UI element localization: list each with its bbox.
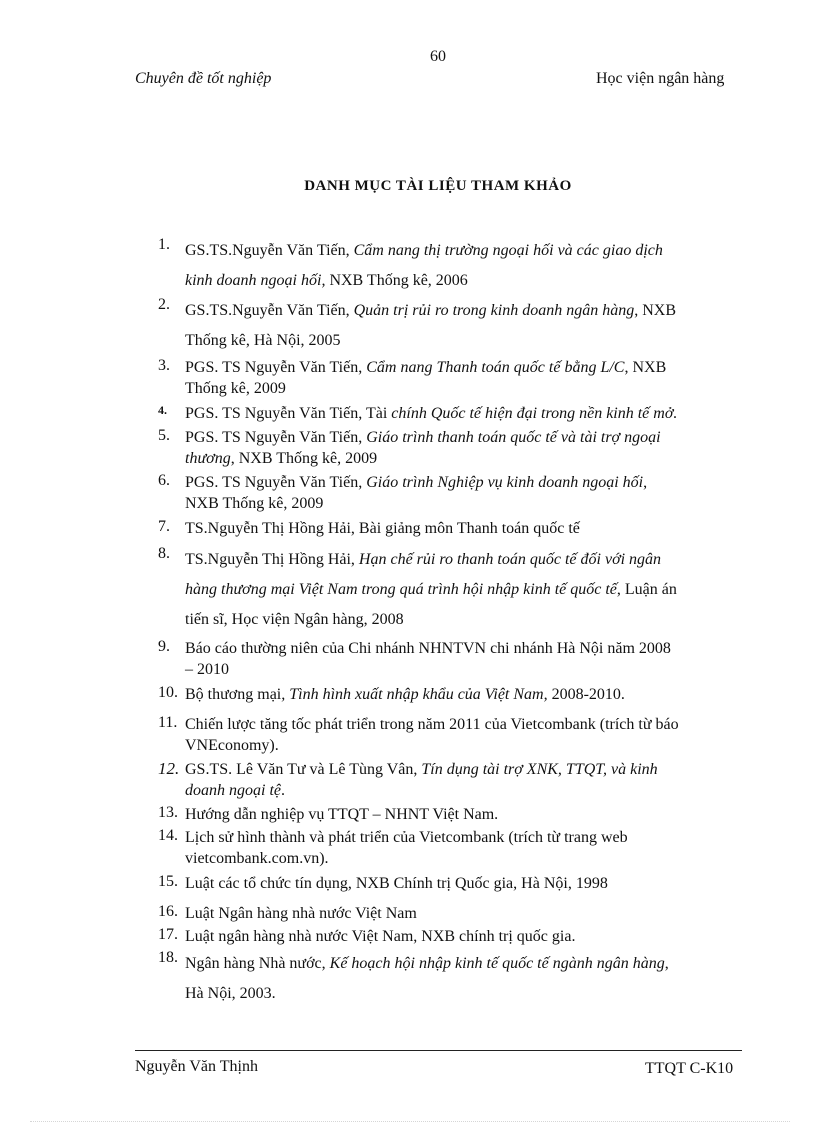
reference-segment: Thống kê, Hà Nội, 2005 xyxy=(185,332,341,349)
reference-item xyxy=(158,759,743,801)
reference-item xyxy=(158,236,743,296)
reference-number: 4. xyxy=(158,403,167,417)
reference-segment: TS.Nguyễn Thị Hồng Hải, xyxy=(185,551,359,568)
reference-line xyxy=(185,403,743,424)
reference-segment: hàng thương mại Việt Nam trong quá trình hội nhập kinh tế quốc tế xyxy=(185,581,617,598)
reference-text xyxy=(185,759,743,801)
reference-item xyxy=(158,714,743,756)
reference-segment: Thống kê, 2009 xyxy=(185,380,286,397)
reference-segment: – 2010 xyxy=(185,661,229,678)
reference-segment: PGS. TS Nguyễn Văn Tiến, xyxy=(185,359,367,376)
reference-segment: Báo cáo thường niên của Chi nhánh NHNTVN chi nhánh Hà Nội năm 2008 xyxy=(185,640,671,657)
reference-segment: Hướng dẫn nghiệp vụ TTQT – NHNT Việt Nam. xyxy=(185,806,499,823)
page-number: 60 xyxy=(430,48,446,65)
reference-segment: GS.TS. Lê Văn Tư và Lê Tùng Vân, xyxy=(185,761,422,778)
reference-text xyxy=(185,472,743,514)
reference-number: 13. xyxy=(158,804,178,821)
reference-number: 16. xyxy=(158,903,178,920)
reference-line xyxy=(185,759,743,780)
reference-segment: , Tình hình xuất nhập khẩu của Việt Nam, xyxy=(281,686,548,703)
reference-segment: GS.TS.Nguyễn Văn Tiến, xyxy=(185,242,354,259)
reference-segment: . xyxy=(281,782,285,799)
reference-line xyxy=(185,949,743,979)
reference-line xyxy=(185,684,743,705)
reference-number: 6. xyxy=(158,472,170,489)
reference-line xyxy=(185,638,743,659)
reference-segment: Kế hoạch hội nhập kinh tế quốc tế ngành ngân hàng xyxy=(329,955,665,972)
reference-line xyxy=(185,903,743,924)
reference-number: 10. xyxy=(158,684,178,701)
reference-text xyxy=(185,714,743,756)
reference-text xyxy=(185,518,743,539)
reference-segment: Luật các tổ chức tín dụng, NXB Chính trị Quốc gia, Hà Nội, 1998 xyxy=(185,875,608,892)
reference-text xyxy=(185,357,743,399)
reference-item xyxy=(158,403,743,424)
reference-number: 8. xyxy=(158,545,170,562)
reference-line xyxy=(185,827,743,848)
reference-segment: PGS. TS Nguyễn Văn Tiến, xyxy=(185,429,367,446)
reference-segment: Bộ thương mại xyxy=(185,686,282,703)
reference-segment: kinh doanh ngoại hối, xyxy=(185,272,326,289)
reference-segment: Giáo trình thanh toán quốc tế và tài trợ ngoại xyxy=(366,429,661,446)
reference-number: 17. xyxy=(158,926,178,943)
reference-segment: Giáo trình Nghiệp vụ kinh doanh ngoại hối xyxy=(366,474,644,491)
reference-number: 7. xyxy=(158,518,170,535)
reference-item xyxy=(158,518,743,539)
reference-text xyxy=(185,545,743,635)
reference-line xyxy=(185,378,743,399)
reference-item xyxy=(158,684,743,705)
reference-segment: vietcombank.com.vn). xyxy=(185,850,329,867)
footer-code: TTQT C-K10 xyxy=(645,1060,734,1077)
reference-segment: PGS. TS Nguyễn Văn Tiến, Tài xyxy=(185,405,392,422)
reference-text xyxy=(185,427,743,469)
reference-text xyxy=(185,684,743,705)
reference-line xyxy=(185,848,743,869)
reference-item xyxy=(158,638,743,680)
reference-segment: doanh ngoại tệ xyxy=(185,782,281,799)
reference-line xyxy=(185,518,743,539)
reference-segment: Ngân hàng Nhà nước, xyxy=(185,955,330,972)
reference-item xyxy=(158,926,743,947)
reference-segment: thương xyxy=(185,450,231,467)
reference-text xyxy=(185,638,743,680)
reference-segment: Luật Ngân hàng nhà nước Việt Nam xyxy=(185,905,417,922)
reference-line xyxy=(185,979,743,1009)
reference-line xyxy=(185,804,743,825)
page-edge-divider xyxy=(30,1121,790,1122)
reference-segment: Hạn chế rủi ro thanh toán quốc tế đối với ngân xyxy=(358,551,662,568)
reference-segment: , xyxy=(664,955,669,972)
reference-number: 3. xyxy=(158,357,170,374)
reference-line xyxy=(185,735,743,756)
reference-number: 12. xyxy=(158,759,180,778)
reference-segment: , NXB xyxy=(634,302,677,319)
reference-segment: Quản trị rủi ro trong kinh doanh ngân hàng xyxy=(353,302,635,319)
reference-segment: Cẩm nang Thanh toán quốc tế bằng L/C xyxy=(366,359,625,376)
reference-segment: Luật ngân hàng nhà nước Việt Nam, NXB chính trị quốc gia. xyxy=(185,928,576,945)
footer-author: Nguyễn Văn Thịnh xyxy=(135,1058,258,1075)
reference-number: 11. xyxy=(158,714,178,731)
reference-number: 9. xyxy=(158,638,170,655)
reference-text xyxy=(185,804,743,825)
reference-segment: TS.Nguyễn Thị Hồng Hải, Bài giảng môn Thanh toán quốc tế xyxy=(185,520,580,537)
reference-line xyxy=(185,448,743,469)
reference-segment: Lịch sử hình thành và phát triển của Vietcombank (trích từ trang web xyxy=(185,829,628,846)
reference-line xyxy=(185,780,743,801)
reference-text xyxy=(185,926,743,947)
reference-text xyxy=(185,827,743,869)
reference-segment: chính Quốc tế hiện đại trong nền kinh tế mở. xyxy=(391,405,678,422)
reference-item xyxy=(158,545,743,635)
reference-number: 1. xyxy=(158,236,170,253)
footer-divider xyxy=(135,1050,742,1051)
reference-text xyxy=(185,236,743,296)
page-title: DANH MỤC TÀI LIỆU THAM KHẢO xyxy=(304,178,572,194)
reference-line xyxy=(185,575,743,605)
reference-item xyxy=(158,903,743,924)
reference-line xyxy=(185,296,743,326)
reference-item xyxy=(158,827,743,869)
header-left: Chuyên đề tốt nghiệp xyxy=(135,70,272,87)
reference-segment: 2008-2010. xyxy=(547,686,625,703)
reference-text xyxy=(185,949,743,1009)
reference-segment: NXB Thống kê, 2006 xyxy=(325,272,468,289)
reference-segment: , xyxy=(643,474,648,491)
reference-number: 5. xyxy=(158,427,170,444)
reference-segment: , NXB xyxy=(624,359,667,376)
reference-item xyxy=(158,804,743,825)
reference-text xyxy=(185,903,743,924)
reference-item xyxy=(158,427,743,469)
reference-segment: Hà Nội, 2003. xyxy=(185,985,276,1002)
reference-segment: Tín dụng tài trợ XNK, TTQT, và kinh xyxy=(421,761,658,778)
reference-line xyxy=(185,605,743,635)
reference-item xyxy=(158,949,743,1009)
reference-line xyxy=(185,326,743,356)
reference-line xyxy=(185,357,743,378)
reference-segment: NXB Thống kê, 2009 xyxy=(185,495,324,512)
reference-segment: VNEconomy). xyxy=(185,737,279,754)
reference-item xyxy=(158,873,743,894)
header-right: Học viện ngân hàng xyxy=(596,70,725,87)
reference-line xyxy=(185,926,743,947)
reference-segment: , NXB Thống kê, 2009 xyxy=(230,450,378,467)
reference-number: 15. xyxy=(158,873,178,890)
reference-line xyxy=(185,873,743,894)
reference-number: 14. xyxy=(158,827,178,844)
reference-line xyxy=(185,472,743,493)
reference-segment: Cẩm nang thị trường ngoại hối và các giao dịch xyxy=(353,242,663,259)
reference-segment: PGS. TS Nguyễn Văn Tiến, xyxy=(185,474,367,491)
reference-segment: Chiến lược tăng tốc phát triển trong năm 2011 của Vietcombank (trích từ báo xyxy=(185,716,679,733)
reference-line xyxy=(185,427,743,448)
reference-line xyxy=(185,659,743,680)
reference-segment: , Luận án xyxy=(616,581,677,598)
reference-text xyxy=(185,403,743,424)
reference-line xyxy=(185,266,743,296)
reference-item xyxy=(158,472,743,514)
reference-line xyxy=(185,545,743,575)
reference-item xyxy=(158,296,743,356)
reference-segment: GS.TS.Nguyễn Văn Tiến, xyxy=(185,302,354,319)
reference-text xyxy=(185,873,743,894)
reference-segment: tiến sĩ, Học viện Ngân hàng, 2008 xyxy=(185,611,404,628)
reference-number: 18. xyxy=(158,949,178,966)
reference-line xyxy=(185,236,743,266)
reference-line xyxy=(185,493,743,514)
reference-line xyxy=(185,714,743,735)
reference-item xyxy=(158,357,743,399)
reference-text xyxy=(185,296,743,356)
reference-number: 2. xyxy=(158,296,170,313)
